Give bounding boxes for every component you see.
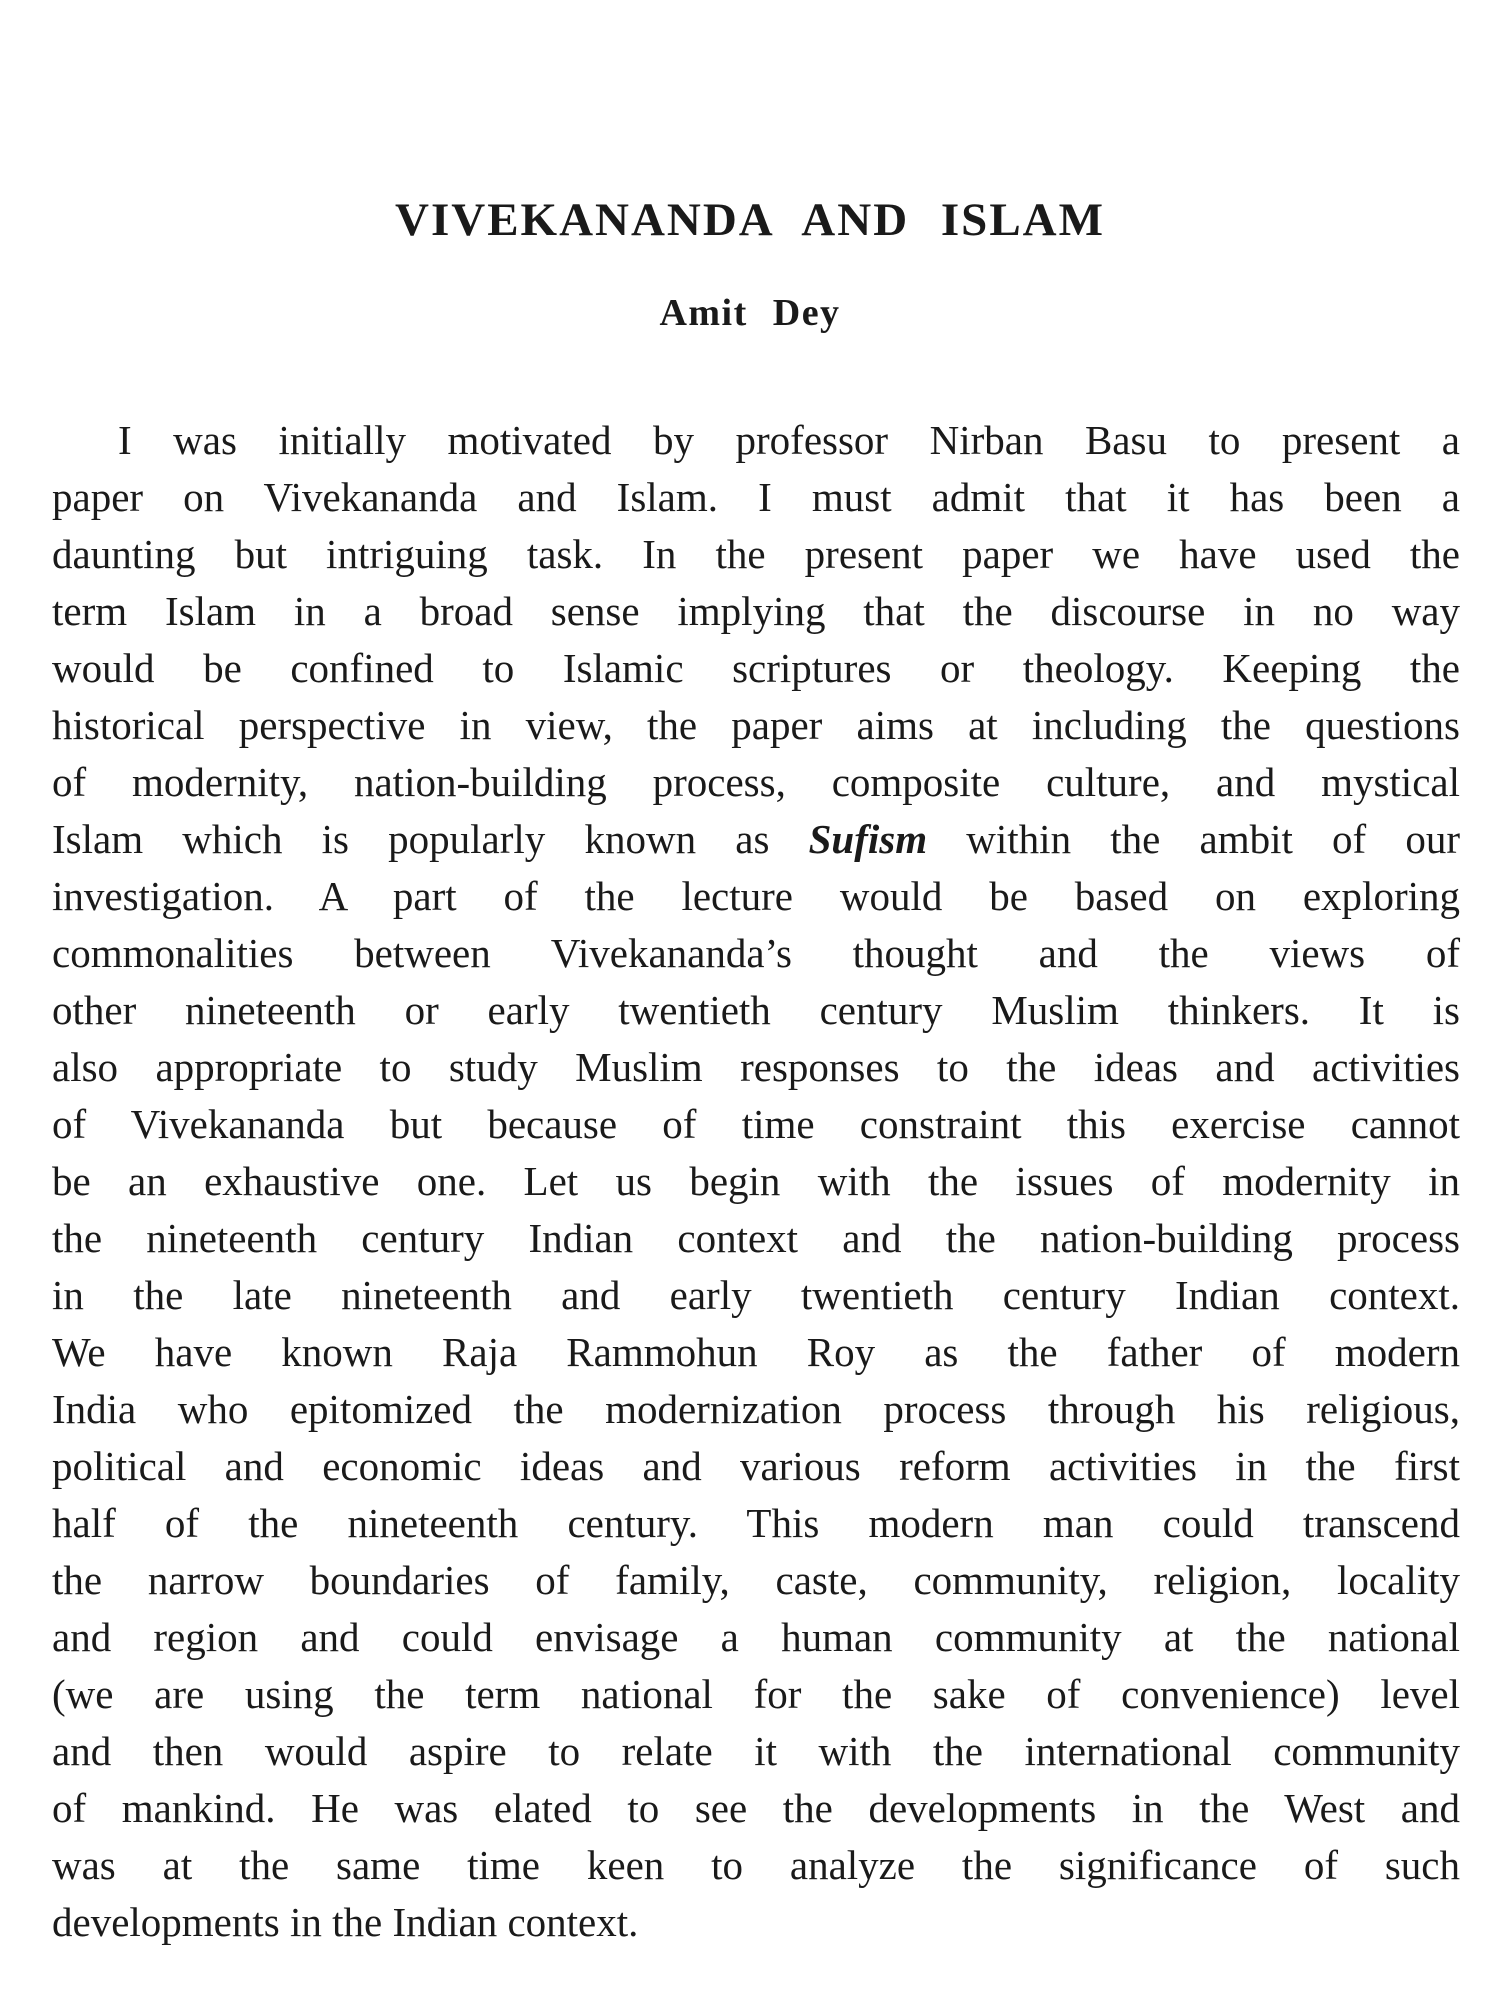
text-line: historical perspective in view, the paper aims at including the questions bbox=[52, 702, 1460, 748]
article-title: VIVEKANANDA AND ISLAM bbox=[395, 194, 1105, 246]
text-line: We have known Raja Rammohun Roy as the father of modern bbox=[52, 1329, 1460, 1375]
text-line: in the late nineteenth and early twentieth century Indian context. bbox=[52, 1272, 1460, 1318]
text-line: was at the same time keen to analyze the significance of such bbox=[52, 1842, 1460, 1888]
text-line: term Islam in a broad sense implying that the discourse in no way bbox=[52, 588, 1460, 634]
text-line: the nineteenth century Indian context and the nation-building process bbox=[52, 1215, 1460, 1261]
text-line: other nineteenth or early twentieth century Muslim thinkers. It is bbox=[52, 987, 1460, 1033]
emphasized-term-sufism: Sufism bbox=[808, 816, 928, 862]
text-line: political and economic ideas and various reform activities in the first bbox=[52, 1443, 1460, 1489]
text-line: investigation. A part of the lecture would be based on exploring bbox=[52, 873, 1460, 919]
text-segment: Islam which is popularly known as bbox=[52, 816, 770, 862]
article-body bbox=[52, 412, 1460, 1951]
text-line bbox=[52, 811, 1460, 868]
text-line: the narrow boundaries of family, caste, community, religion, locality bbox=[52, 1557, 1460, 1603]
text-line: I was initially motivated by professor Nirban Basu to present a bbox=[118, 417, 1460, 463]
text-line: and region and could envisage a human community at the national bbox=[52, 1614, 1460, 1660]
text-line: half of the nineteenth century. This modern man could transcend bbox=[52, 1500, 1460, 1546]
text-line: India who epitomized the modernization process through his religious, bbox=[52, 1386, 1460, 1432]
article-author: Amit Dey bbox=[659, 292, 841, 334]
text-line: paper on Vivekananda and Islam. I must admit that it has been a bbox=[52, 474, 1460, 520]
text-line: of modernity, nation-building process, composite culture, and mystical bbox=[52, 759, 1460, 805]
text-line: also appropriate to study Muslim responses to the ideas and activities bbox=[52, 1044, 1460, 1090]
text-line: developments in the Indian context. bbox=[52, 1899, 639, 1945]
text-line: commonalities between Vivekananda’s thought and the views of bbox=[52, 930, 1460, 976]
text-segment: within the ambit of our bbox=[966, 816, 1461, 862]
text-line: be an exhaustive one. Let us begin with the issues of modernity in bbox=[52, 1158, 1460, 1204]
text-line: would be confined to Islamic scriptures or theology. Keeping the bbox=[52, 645, 1460, 691]
text-line: and then would aspire to relate it with the international community bbox=[52, 1728, 1460, 1774]
text-line: daunting but intriguing task. In the present paper we have used the bbox=[52, 531, 1460, 577]
text-line: of Vivekananda but because of time constraint this exercise cannot bbox=[52, 1101, 1460, 1147]
text-line: (we are using the term national for the sake of convenience) level bbox=[52, 1671, 1460, 1717]
text-line: of mankind. He was elated to see the developments in the West and bbox=[52, 1785, 1460, 1831]
